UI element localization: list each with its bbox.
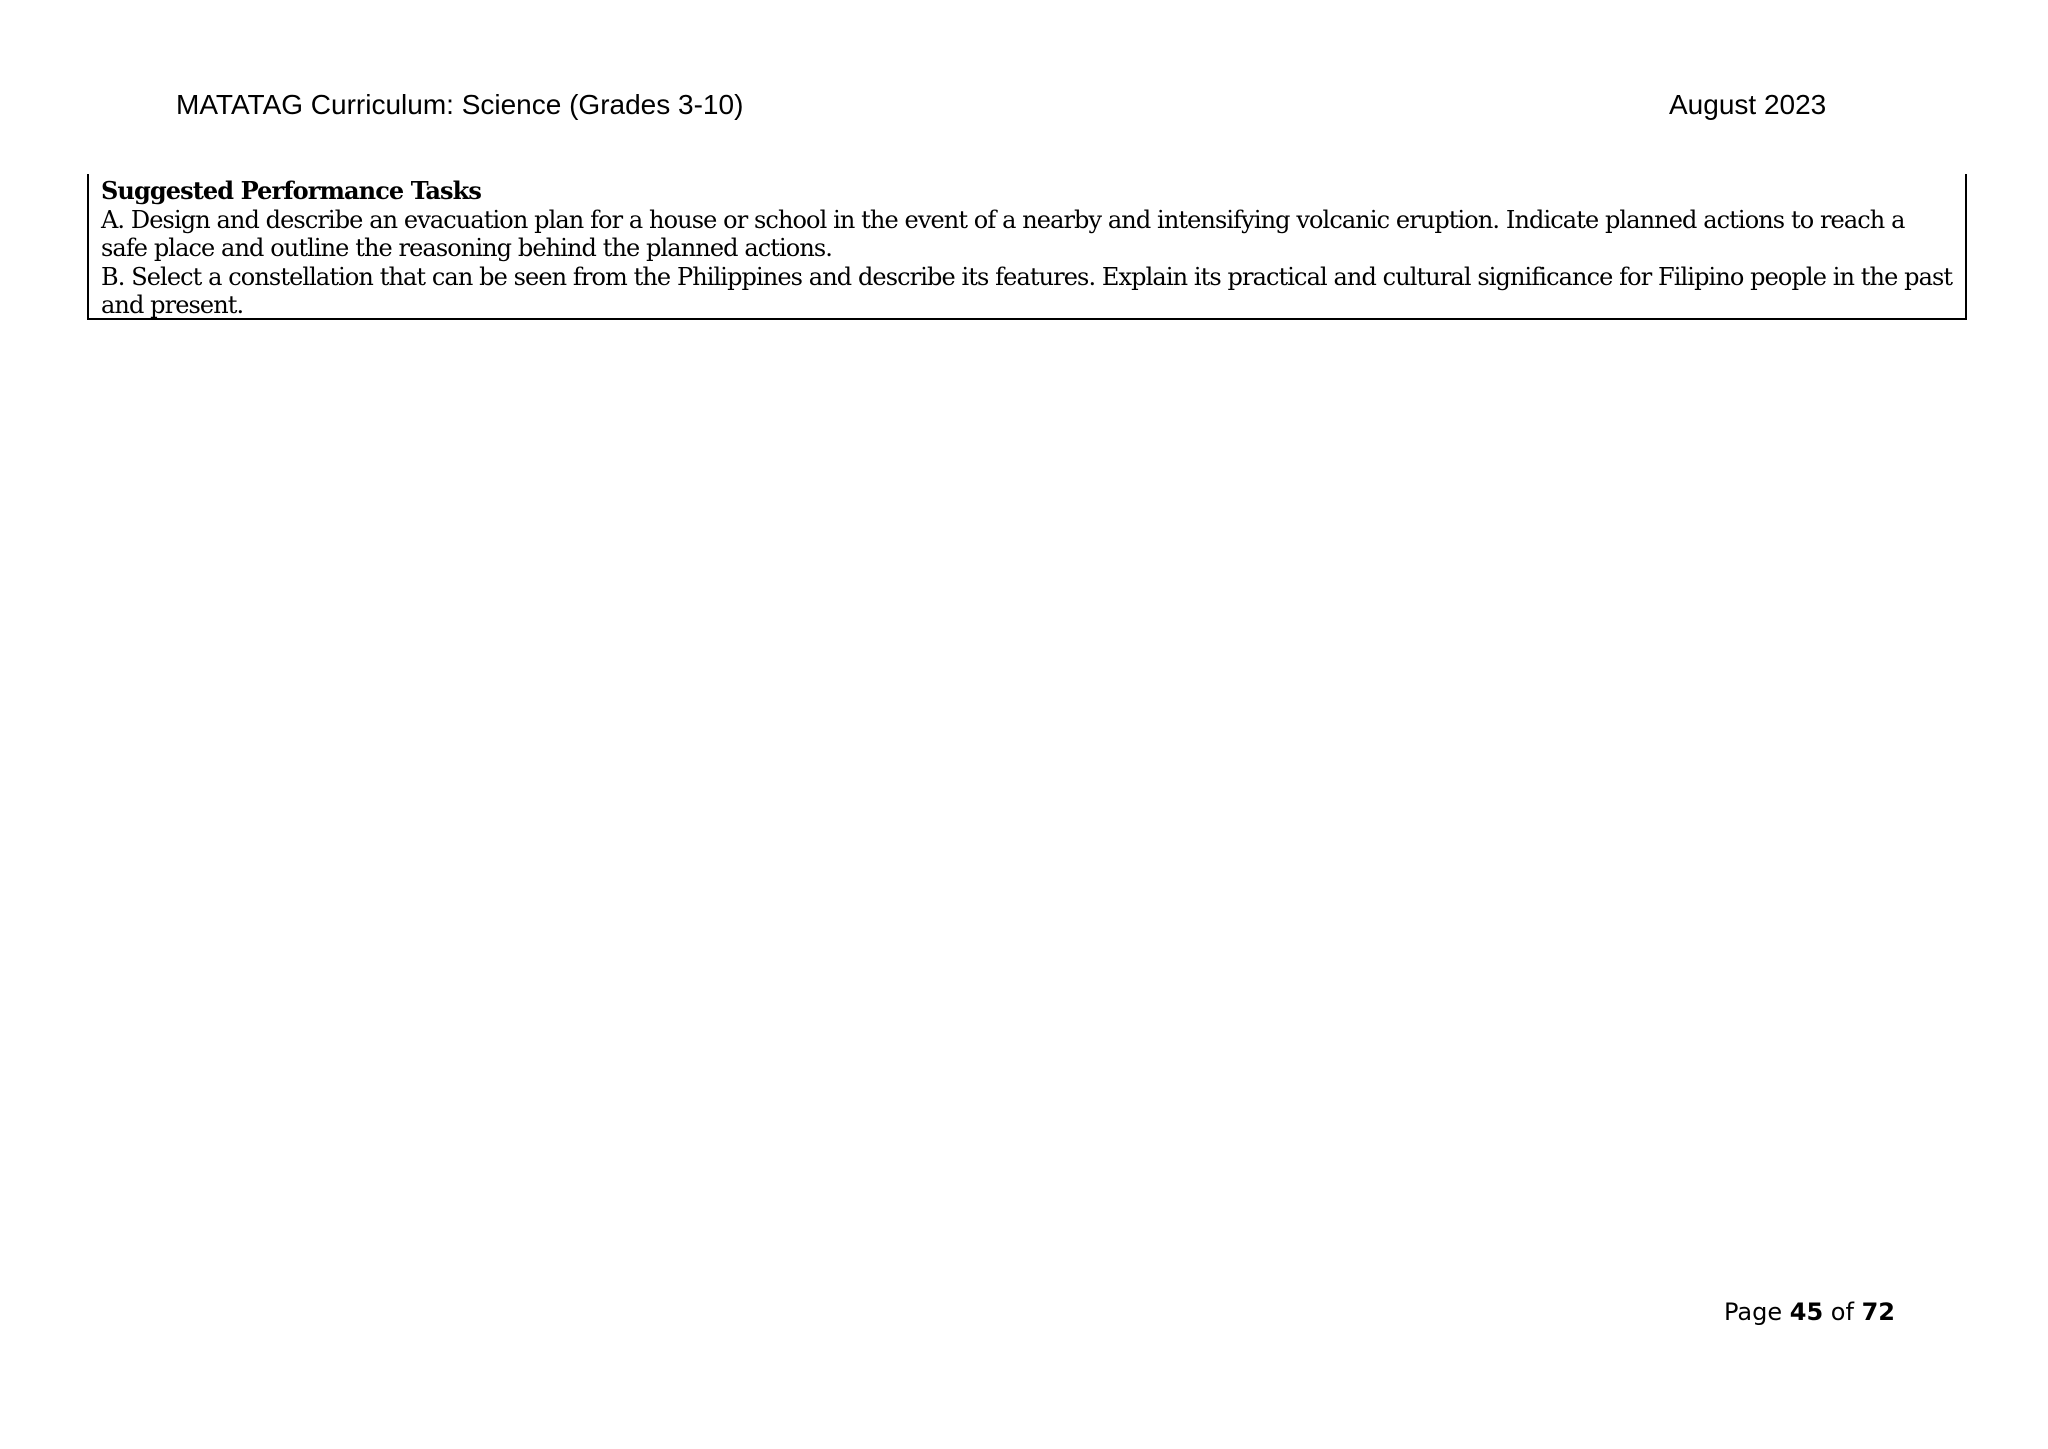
of-label: of: [1830, 1298, 1854, 1326]
performance-tasks-heading: Suggested Performance Tasks: [101, 176, 482, 205]
performance-task-b: B. Select a constellation that can be seen from the Philippines and describe its features. Explain its practical and cultural significance for Filipino people in the past and present.: [101, 262, 1953, 319]
document-title: MATATAG Curriculum: Science (Grades 3-10): [176, 89, 744, 120]
page-number: [1724, 1296, 1895, 1328]
page-label: Page: [1724, 1298, 1783, 1326]
current-page-number: 45: [1789, 1298, 1824, 1326]
document-date: August 2023: [1669, 89, 1827, 120]
performance-tasks-box: [87, 174, 1967, 320]
total-pages-number: 72: [1861, 1298, 1895, 1326]
performance-task-a: A. Design and describe an evacuation plan for a house or school in the event of a nearby and intensifying volcanic eruption. Indicate planned actions to reach a safe place and outline the reasoning behind the planned actions.: [101, 205, 1905, 262]
